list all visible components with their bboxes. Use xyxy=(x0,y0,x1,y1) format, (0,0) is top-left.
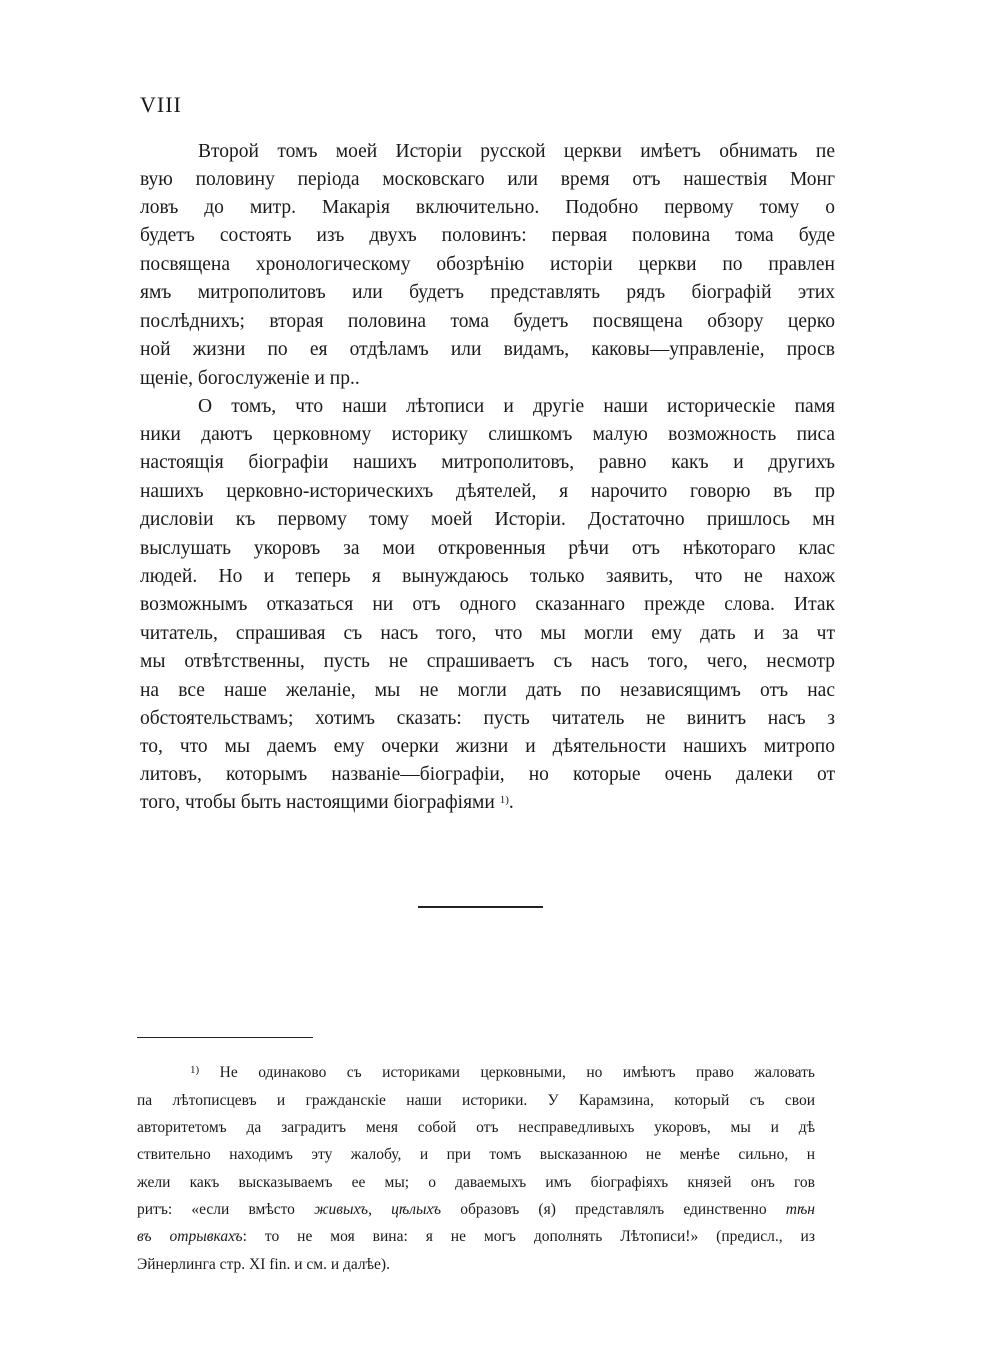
footnote-line: Эйнерлинга стр. XI fin. и см. и далѣе). xyxy=(137,1256,390,1273)
text-line: будетъ состоять изъ двухъ половинъ: первая половина тома буде xyxy=(140,225,835,246)
footnote-line xyxy=(190,1063,815,1083)
text-line: нашихъ церковно-историческихъ дѣятелей, я нарочито говорю въ пр xyxy=(140,481,835,502)
text-line: обстоятельствамъ; хотимъ сказать: пусть читатель не винитъ насъ з xyxy=(140,708,835,729)
text-line: вую половину періода московскаго или время отъ нашествія Монг xyxy=(140,169,835,190)
text-span: : то не моя вина: я не могъ дополнять Лѣтописи!» (предисл., из xyxy=(242,1228,815,1245)
text-span: образовъ (я) представлялъ единственно xyxy=(441,1201,786,1218)
footnote-marker: 1) xyxy=(190,1064,200,1076)
text-span: Не одинаково съ историками церковными, но имѣютъ право жаловать xyxy=(219,1064,816,1081)
text-line: ники даютъ церковному историку слишкомъ малую возможность писа xyxy=(140,424,835,445)
footnote-line: жели какъ высказываемъ ее мы; о даваемыхъ имъ біографіяхъ князей онъ гов xyxy=(137,1174,815,1191)
text-span: того, чтобы быть настоящими біографіями xyxy=(140,792,495,813)
text-line: возможнымъ отказаться ни отъ одного сказаннаго прежде слова. Итак xyxy=(140,594,835,615)
footnote-line xyxy=(137,1227,815,1247)
italic-span: живыхъ, цѣлыхъ xyxy=(314,1201,442,1218)
text-line: на все наше желаніе, мы не могли дать по независящимъ отъ нас xyxy=(140,680,835,701)
text-line: щеніе, богослуженіе и пр.. xyxy=(140,368,360,389)
text-line: ловъ до митр. Макарія включительно. Подобно первому тому о xyxy=(140,197,835,218)
text-line: настоящія біографіи нашихъ митрополитовъ, равно какъ и другихъ xyxy=(140,452,835,473)
text-line: мы отвѣтственны, пусть не спрашиваетъ съ насъ того, чего, несмотр xyxy=(140,651,835,672)
text-span: ритъ: «если вмѣсто xyxy=(137,1201,315,1218)
text-line: то, что мы даемъ ему очерки жизни и дѣятельности нашихъ митропо xyxy=(140,736,835,757)
footnote-reference[interactable]: 1) xyxy=(499,794,509,806)
italic-span: тѣн xyxy=(785,1201,815,1218)
section-divider xyxy=(418,906,543,908)
text-line: Второй томъ моей Исторіи русской церкви имѣетъ обнимать пе xyxy=(198,141,835,162)
italic-span: въ отрывкахъ xyxy=(137,1228,243,1245)
text-line: читатель, спрашивая съ насъ того, что мы могли ему дать и за чт xyxy=(140,623,835,644)
footnote-line: ствительно находимъ эту жалобу, и при томъ высказанною не менѣе сильно, н xyxy=(137,1146,815,1163)
text-line: ной жизни по ея отдѣламъ или видамъ, каковы—управленіе, просв xyxy=(140,339,835,360)
footnote-line: авторитетомъ да заградитъ меня собой отъ несправедливыхъ укоровъ, мы и дѣ xyxy=(137,1119,815,1136)
text-line: того, чтобы быть настоящими біографіями $^{1)}$. xyxy=(140,792,514,813)
text-line: послѣднихъ; вторая половина тома будетъ посвящена обзору церко xyxy=(140,311,835,332)
text-line: ямъ митрополитовъ или будетъ представлять рядъ біографій этих xyxy=(140,282,835,303)
footnote-line: па лѣтописцевъ и гражданскіе наши историки. У Карамзина, который съ свои xyxy=(137,1092,815,1109)
text-line: дисловіи къ первому тому моей Исторіи. Достаточно пришлось мн xyxy=(140,509,835,530)
text-line: О томъ, что наши лѣтописи и другіе наши историческіе памя xyxy=(198,396,835,417)
text-line: посвящена хронологическому обозрѣнію исторіи церкви по правлен xyxy=(140,254,835,275)
text-line: литовъ, которымъ названіе—біографіи, но которые очень далеки от xyxy=(140,764,835,785)
text-line: выслушать укоровъ за мои откровенныя рѣчи отъ нѣкотораго клас xyxy=(140,538,835,559)
page-number: VIII xyxy=(140,92,182,117)
footnote-separator xyxy=(137,1037,313,1038)
text-line: людей. Но и теперь я вынуждаюсь только заявить, что не нахож xyxy=(140,566,835,587)
footnote-line xyxy=(137,1200,815,1220)
